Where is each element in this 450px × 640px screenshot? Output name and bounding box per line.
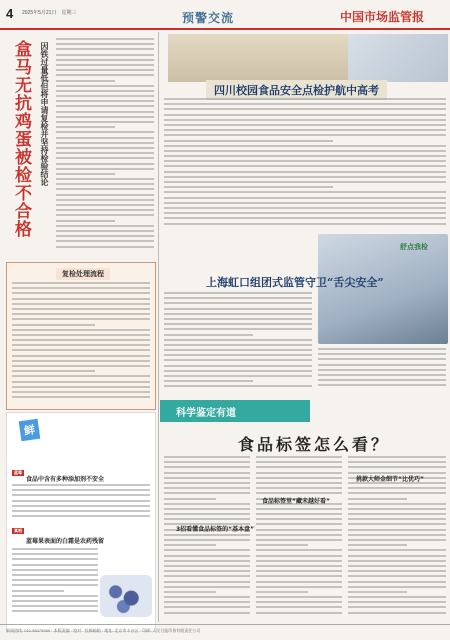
text-line [56,100,154,102]
text-line [12,298,150,300]
text-line [256,456,342,458]
text-line [12,484,150,486]
text-line [164,560,250,562]
text-line [12,489,150,491]
text-line [164,334,253,336]
text-line [164,508,250,510]
text-line [164,155,446,157]
label-headline: 食品标签怎么看？ [238,435,391,454]
text-line [348,606,446,608]
text-line [318,384,446,386]
text-line [56,131,154,133]
text-line [348,487,446,489]
campus-food-photo [168,34,348,82]
text-line [164,186,333,188]
text-line [164,385,312,387]
text-line [348,555,446,557]
text-line [256,492,342,494]
text-line [12,355,150,357]
text-line [56,183,154,185]
text-line [164,191,446,193]
text-line [12,365,150,367]
text-line [164,181,446,183]
text-line [12,584,98,586]
text-line [164,472,250,474]
text-line [164,503,250,505]
text-line [256,581,342,583]
text-line [56,204,154,206]
text-line [56,168,154,170]
text-line [164,612,250,614]
text-line [348,544,407,546]
text-line [164,119,446,121]
text-line [318,379,446,381]
text-line [256,523,342,525]
text-line [164,477,250,479]
text-line [56,178,154,180]
text-line [164,365,312,367]
text-line [12,595,98,597]
text-line [256,591,308,593]
text-line [164,354,312,356]
text-line [12,313,150,315]
text-line [12,334,150,336]
text-line [12,579,98,581]
text-line [256,549,342,551]
text-line [164,487,250,489]
text-line [56,240,154,242]
text-line [164,140,333,142]
text-line [12,360,150,362]
text-line [56,220,115,222]
text-line [164,456,250,458]
text-line [164,165,446,167]
text-line [256,586,342,588]
fresh-badge: 鲜 [19,419,41,441]
text-line [164,339,312,341]
text-line [164,555,250,557]
text-line [256,534,342,536]
text-line [164,596,250,598]
text-line [318,348,446,350]
text-line [164,539,250,541]
text-line [164,197,446,199]
text-line [348,596,446,598]
text-line [164,292,312,294]
text-line [164,217,446,219]
text-line [56,147,154,149]
text-line [164,308,312,310]
text-line [56,194,154,196]
text-line [348,518,446,520]
text-line [12,494,150,496]
text-line [12,548,98,550]
blueberry-photo [100,575,152,617]
text-line [12,610,98,612]
text-line [164,318,312,320]
text-line [164,518,250,520]
text-line [256,565,342,567]
text-line [56,235,154,237]
text-line [12,303,150,305]
text-line [164,223,446,225]
text-line [56,64,154,66]
text-line [164,498,216,500]
text-line [348,601,446,603]
text-line [256,606,342,608]
text-line [56,38,154,40]
text-line [164,606,250,608]
text-line [56,48,154,50]
text-line [348,523,446,525]
shanghai-logo: 舒点我检 [400,243,428,251]
text-line [164,370,312,372]
text-line [164,359,312,361]
text-line [56,209,154,211]
text-line [12,344,150,346]
page-header [0,0,450,30]
text-line [56,142,154,144]
text-line [164,323,312,325]
text-line [348,466,446,468]
text-line [56,90,154,92]
text-line [12,287,150,289]
text-line [164,344,312,346]
text-line [12,574,98,576]
text-line [256,487,342,489]
sichuan-headline: 四川校园食品安全点检护航中高考 [206,80,387,100]
text-line [256,477,342,479]
process-box-title: 复检处理流程 [56,268,110,280]
text-line [256,466,342,468]
text-line [164,114,446,116]
text-line [348,586,446,588]
text-line [164,466,250,468]
text-line [164,134,446,136]
text-line [12,600,98,602]
text-line [164,349,312,351]
text-line [348,513,446,515]
text-line [164,565,250,567]
text-line [164,575,250,577]
text-line [164,108,446,110]
text-line [164,302,312,304]
text-line [56,214,154,216]
text-line [164,591,216,593]
text-line [164,586,250,588]
text-line [164,297,312,299]
text-line [348,539,446,541]
text-line [56,173,115,175]
text-line [12,510,150,512]
text-line [12,282,150,284]
text-line [12,349,150,351]
text-line [164,171,446,173]
text-line [56,121,154,123]
text-line [348,534,446,536]
text-line [348,565,446,567]
text-line [12,515,150,517]
text-line [164,570,250,572]
text-line [164,212,446,214]
label-article-col1 [164,456,250,620]
shanghai-article-body-2 [318,348,446,394]
text-line [56,246,154,248]
text-line [164,534,250,536]
text-line [56,188,154,190]
text-line [56,116,154,118]
text-line [164,145,446,147]
text-line [164,492,250,494]
text-line [56,137,154,139]
section-title: 预警交流 [182,11,235,25]
page-number: 4 [6,6,14,21]
text-line [164,124,446,126]
text-line [164,380,253,382]
text-line [256,601,342,603]
lead-article-body [56,38,154,256]
page-footer: 新闻热线: 010-58375959 · 本版责编 · 校对 · 投稿邮箱 · 地址: 北京市丰台区 · 印刷: 人民日报印务有限责任公司 [0,624,450,640]
text-line [256,539,342,541]
text-line [12,605,98,607]
text-line [164,513,250,515]
text-line [56,126,115,128]
text-line [56,111,154,113]
text-line [164,98,446,100]
text-line [256,482,342,484]
text-line [164,549,250,551]
text-line [56,152,154,154]
text-line [12,375,150,377]
text-line [318,369,446,371]
myth-headline: 食品中含有多种添加剂不安全 [26,476,105,483]
text-line [348,560,446,562]
text-line [12,292,150,294]
text-line [164,313,312,315]
text-line [256,472,342,474]
text-line [56,157,154,159]
text-line [318,374,446,376]
text-line [12,370,95,372]
truth-tag: 真相 [14,528,22,533]
text-line [348,503,446,505]
text-line [56,85,154,87]
text-line [56,95,154,97]
text-line [348,612,446,614]
text-line [318,353,446,355]
text-line [12,564,98,566]
text-line [12,553,98,555]
text-line [164,150,446,152]
science-banner-text: 科学鉴定有道 [176,408,236,419]
text-line [348,498,407,500]
text-line [56,199,154,201]
sichuan-article-body [164,98,446,228]
text-line [348,570,446,572]
label-subhead-2: 食品标签里“藏未越好看” [262,498,330,505]
truth-body [12,548,98,618]
text-line [164,601,250,603]
text-line [256,555,342,557]
text-line [318,358,446,360]
text-line [56,74,154,76]
text-line [12,505,150,507]
process-box-body [12,282,150,406]
text-line [256,596,342,598]
text-line [256,544,308,546]
lead-subheadline: 因铁过量低但将申请复检并坚持检验结论 [40,42,49,186]
text-line [164,103,446,105]
text-line [56,230,154,232]
text-line [348,508,446,510]
label-subhead-1: 3招看懂食品标签的“基本盘” [176,526,255,533]
text-line [12,558,98,560]
masthead-logo: 中国市场监管报 [340,10,425,24]
myth-tag: 蓝莓 [14,470,22,475]
lead-headline: 盒马无抗鸡蛋被检不合格 [11,40,31,238]
text-line [56,43,154,45]
text-line [56,163,154,165]
text-line [256,518,342,520]
text-line [12,396,150,398]
text-line [12,329,150,331]
text-line [56,105,154,107]
text-line [56,54,154,56]
text-line [256,529,342,531]
text-line [256,461,342,463]
shanghai-article-body [164,292,312,392]
text-line [12,386,150,388]
text-line [12,500,150,502]
text-line [164,202,446,204]
text-line [256,513,342,515]
text-line [56,225,154,227]
text-line [164,129,446,131]
text-line [12,339,150,341]
text-line [12,381,150,383]
text-line [56,59,154,61]
text-line [256,560,342,562]
text-line [12,318,150,320]
text-line [348,456,446,458]
text-line [348,591,407,593]
text-line [12,391,150,393]
text-line [164,328,312,330]
text-line [348,461,446,463]
text-line [256,508,342,510]
text-line [256,575,342,577]
truth-headline: 蓝莓果表面的白霜是农药残留 [26,538,105,545]
text-line [12,569,98,571]
label-article-col2 [256,456,342,620]
myth-body [12,484,150,524]
text-line [164,581,250,583]
text-line [164,375,312,377]
text-line [348,492,446,494]
text-line [256,612,342,614]
text-line [318,364,446,366]
text-line [164,160,446,162]
issue-date: 2025年5月21日 星期三 [22,10,77,16]
text-line [348,581,446,583]
text-line [56,69,154,71]
label-subhead-3: 挑款大师金细节“比优巧” [356,476,424,483]
text-line [164,461,250,463]
text-line [348,529,446,531]
text-line [12,308,150,310]
text-line [164,207,446,209]
text-line [348,575,446,577]
text-line [256,570,342,572]
text-line [164,544,216,546]
text-line [12,324,95,326]
text-line [348,549,446,551]
inspection-photo [348,34,448,82]
shanghai-headline: 上海虹口组团式监管守卫“舌尖安全” [206,276,384,289]
column-divider [158,32,159,622]
text-line [164,482,250,484]
text-line [12,590,64,592]
text-line [56,80,115,82]
text-line [164,176,446,178]
